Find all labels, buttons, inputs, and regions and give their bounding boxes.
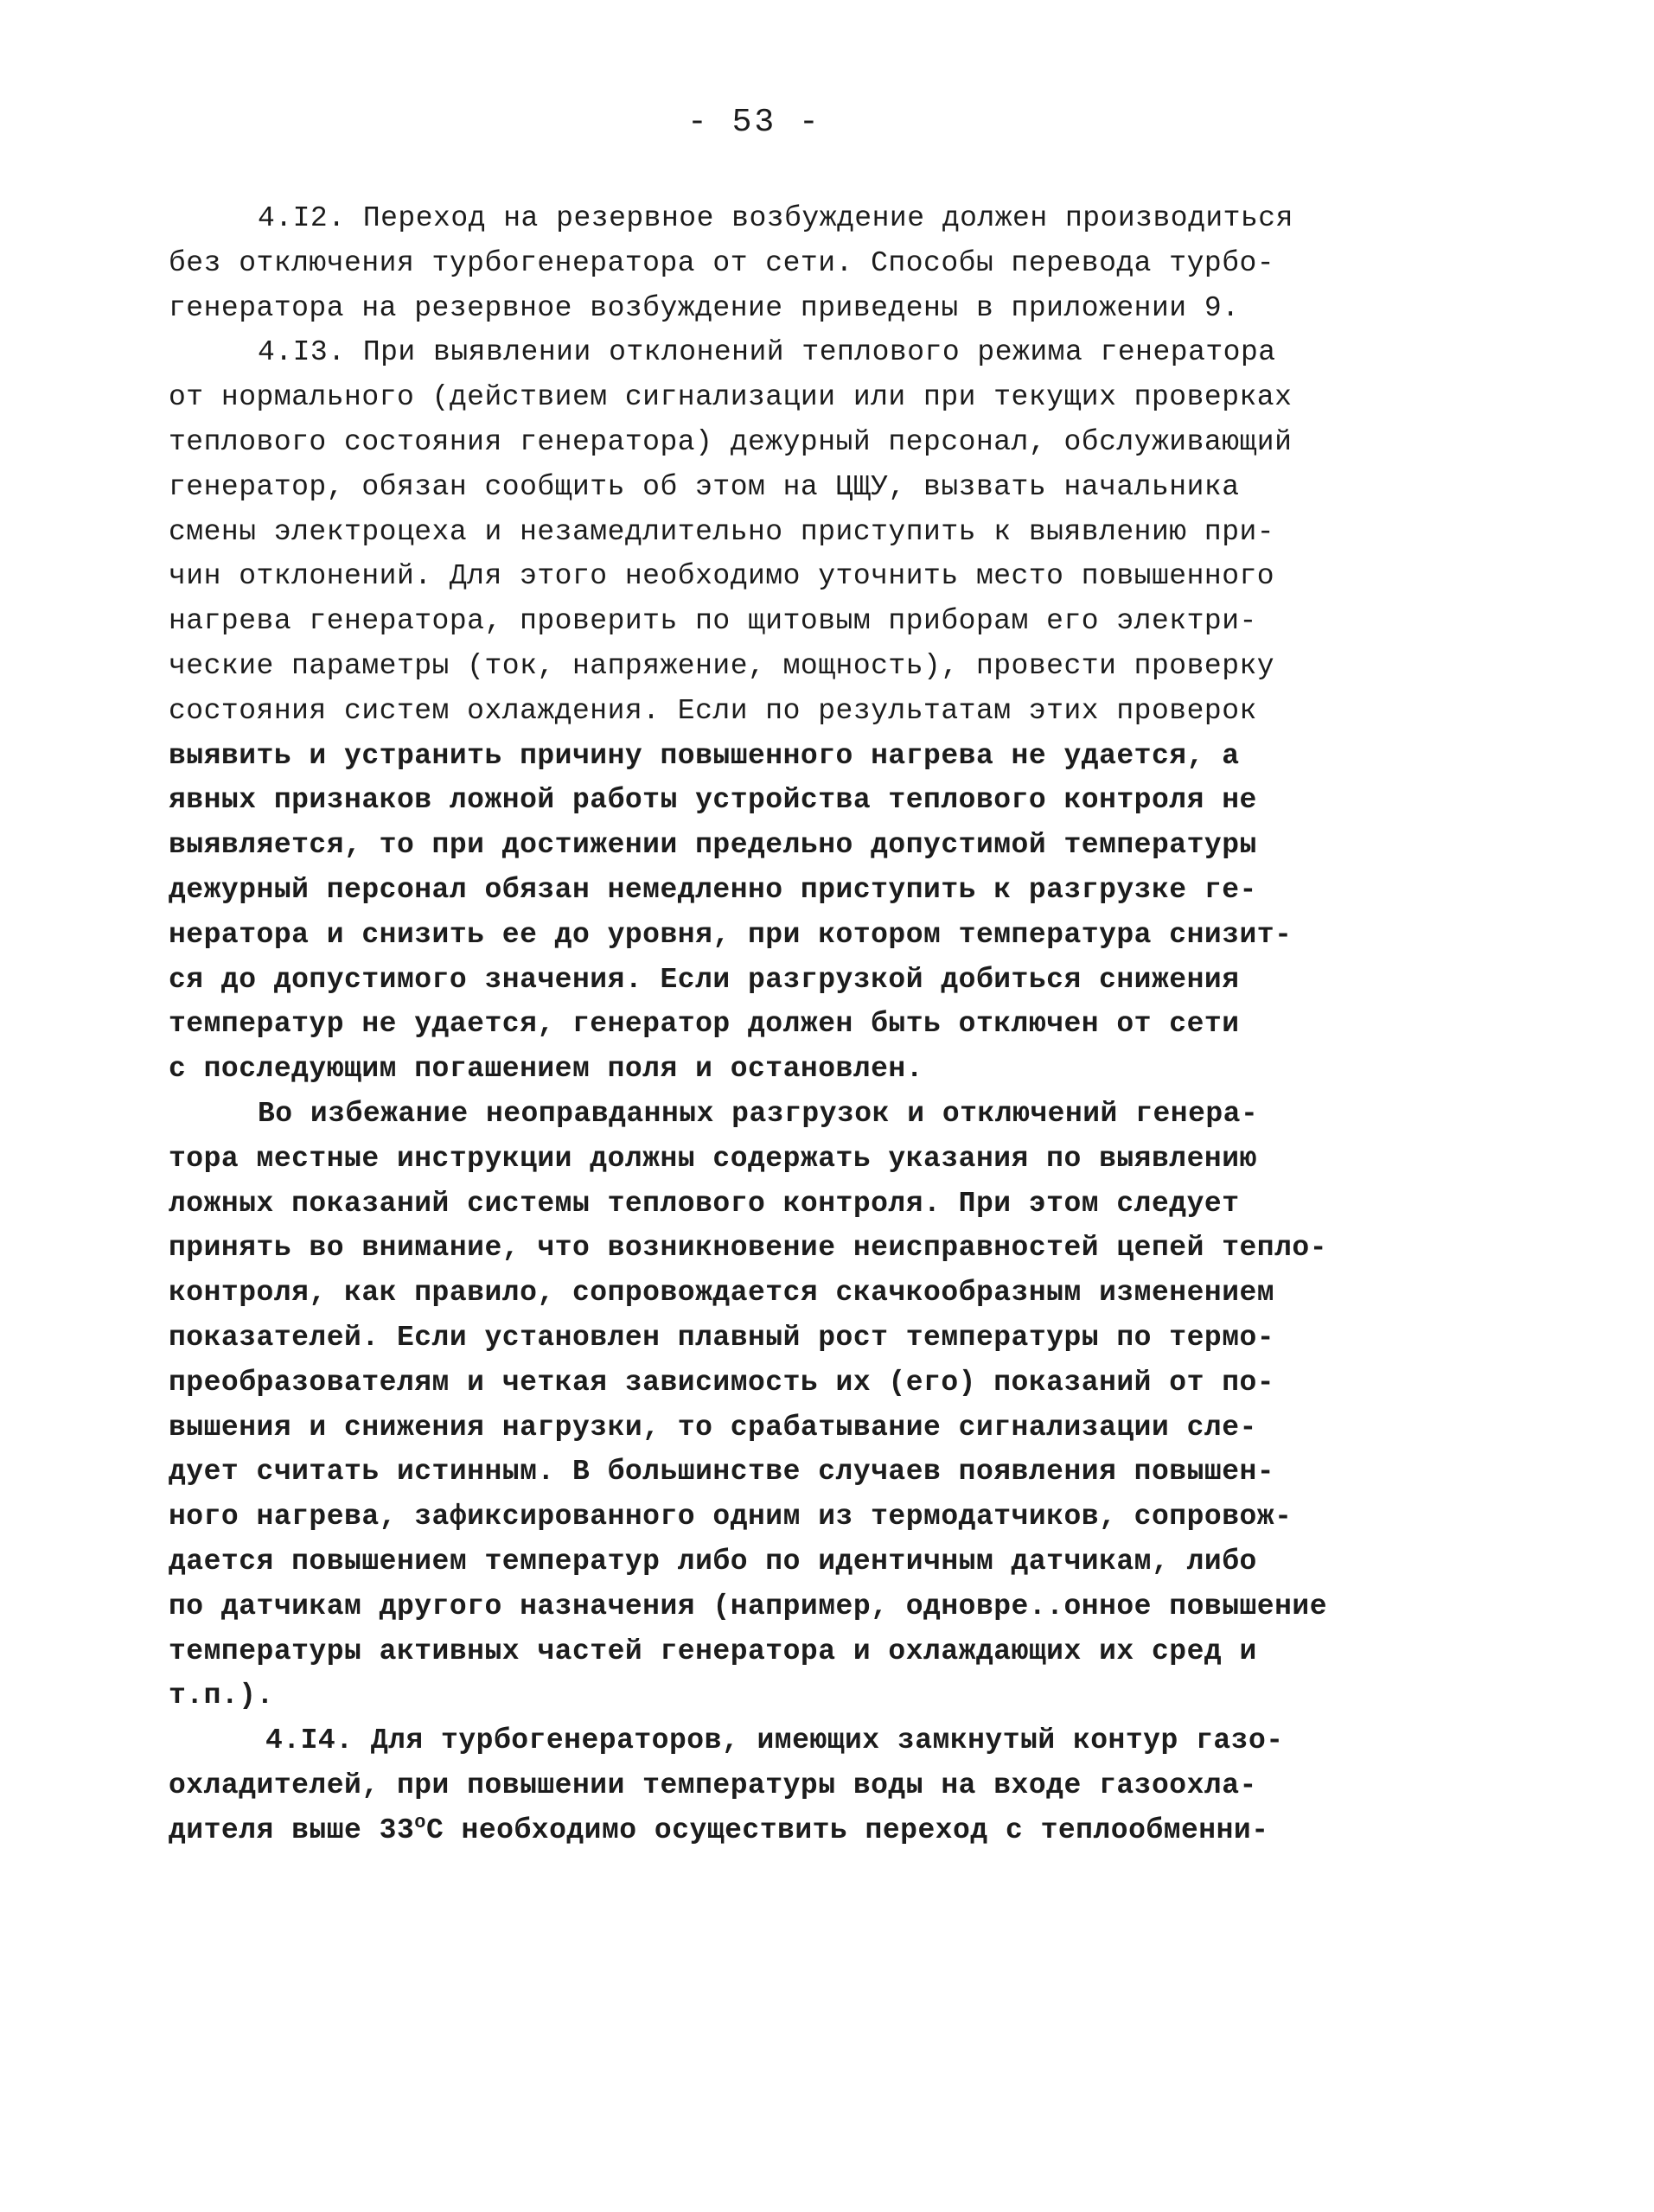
paragraph-continuation-line: преобразователям и четкая зависимость их (его) показаний от по- — [169, 1366, 1275, 1399]
paragraph-4-13-line: нагрева генератора, проверить по щитовым приборам его электри- — [169, 605, 1257, 638]
paragraph-continuation-line: принять во внимание, что возникновение неисправностей цепей тепло- — [169, 1232, 1328, 1265]
page-number: - 53 - — [687, 104, 821, 141]
paragraph-continuation-line: Во избежание неоправданных разгрузок и отключений генера- — [258, 1097, 1259, 1130]
paragraph-4-14-line — [169, 1808, 1327, 1853]
paragraph-4-13-line: генератор, обязан сообщить об этом на ЦЩУ, вызвать начальника — [169, 470, 1240, 503]
paragraph-4-13-line: теплового состояния генератора) дежурный персонал, обслуживающий — [169, 425, 1293, 458]
paragraph-continuation-line: вышения и снижения нагрузки, то срабатывание сигнализации сле- — [169, 1411, 1257, 1444]
paragraph-continuation-line: по датчикам другого назначения (например, одновре..онное повышение — [169, 1590, 1328, 1622]
paragraph-continuation-line: дается повышением температур либо по идентичным датчикам, либо — [169, 1545, 1257, 1578]
paragraph-4-12-line: генератора на резервное возбуждение приведены в приложении 9. — [169, 291, 1240, 324]
paragraph-4-13-line: дежурный персонал обязан немедленно приступить к разгрузке ге- — [169, 873, 1257, 906]
line-text-before: дителя выше 33 — [169, 1814, 415, 1846]
paragraph-4-13-line: смены электроцеха и незамедлительно приступить к выявлению при- — [169, 515, 1275, 548]
paragraph-4-14-line: охладителей, при повышении температуры воды на входе газоохла- — [169, 1769, 1257, 1801]
paragraph-4-13-line: температур не удается, генератор должен быть отключен от сети — [169, 1008, 1240, 1041]
paragraph-4-13-line: 4.I3. При выявлении отклонений теплового режима генератора — [258, 336, 1276, 369]
paragraph-4-13-line: явных признаков ложной работы устройства теплового контроля не — [169, 784, 1257, 817]
paragraph-4-14-line: 4.I4. Для турбогенераторов, имеющих замкнутый контур газо- — [265, 1724, 1284, 1757]
paragraph-continuation-line: ложных показаний системы теплового контроля. При этом следует — [169, 1187, 1240, 1220]
line-text-after: С необходимо осуществить переход с теплообменни- — [425, 1814, 1269, 1846]
paragraph-4-12-line: 4.I2. Переход на резервное возбуждение должен производиться — [258, 202, 1293, 234]
paragraph-4-13-line: ся до допустимого значения. Если разгрузкой добиться снижения — [169, 963, 1240, 996]
paragraph-continuation-line: дует считать истинным. В большинстве случаев появления повышен- — [169, 1456, 1275, 1488]
paragraph-continuation-line: температуры активных частей генератора и охлаждающих их сред и — [169, 1635, 1257, 1667]
paragraph-continuation-line: т.п.). — [169, 1680, 274, 1712]
paragraph-4-13-line: чин отклонений. Для этого необходимо уточнить место повышенного — [169, 560, 1275, 593]
paragraph-4-13-line: нератора и снизить ее до уровня, при котором температура снизит- — [169, 918, 1293, 951]
paragraph-4-13-line: состояния систем охлаждения. Если по результатам этих проверок — [169, 694, 1257, 727]
paragraph-continuation-line: показателей. Если установлен плавный рост температуры по термо- — [169, 1321, 1275, 1354]
paragraph-continuation-line: тора местные инструкции должны содержать указания по выявлению — [169, 1142, 1257, 1175]
paragraph-4-13-line: с последующим погашением поля и остановлен. — [169, 1053, 924, 1086]
paragraph-continuation-line: ного нагрева, зафиксированного одним из термодатчиков, сопровож- — [169, 1501, 1293, 1533]
document-body — [169, 196, 1327, 1852]
paragraph-4-13-line: от нормального (действием сигнализации или при текущих проверках — [169, 381, 1293, 414]
degree-superscript: о — [414, 1811, 426, 1833]
paragraph-4-13-line: ческие параметры (ток, напряжение, мощность), провести проверку — [169, 649, 1275, 682]
paragraph-4-13-line: выявить и устранить причину повышенного нагрева не удается, а — [169, 739, 1240, 772]
paragraph-4-13-line: выявляется, то при достижении предельно допустимой температуры — [169, 829, 1257, 862]
paragraph-continuation-line: контроля, как правило, сопровождается скачкообразным изменением — [169, 1277, 1275, 1310]
paragraph-4-12-line: без отключения турбогенератора от сети. Способы перевода турбо- — [169, 246, 1275, 279]
